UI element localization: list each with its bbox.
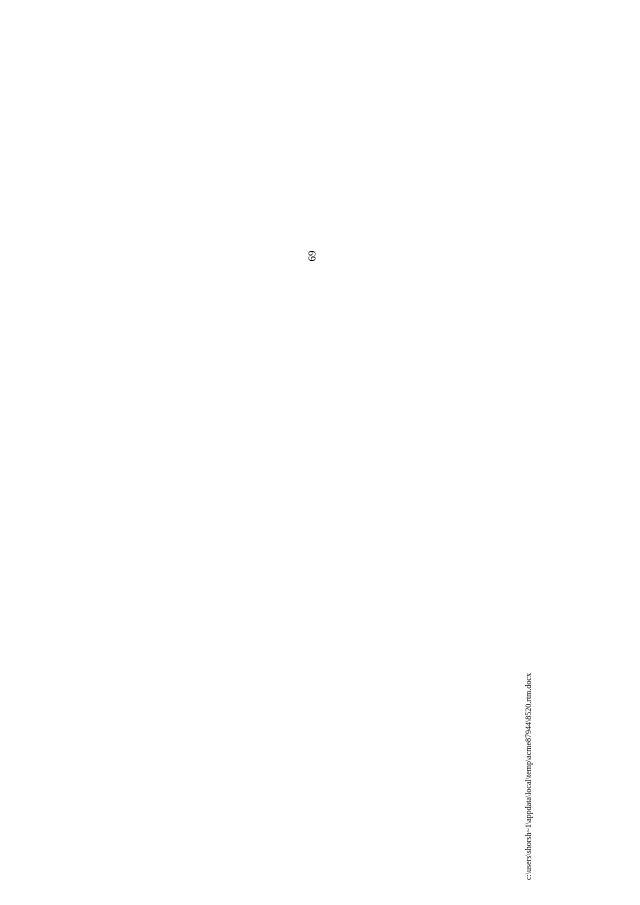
footer-path: c:\users\shorsh~1\appdata\local\temp\acme87944\8520.rtm.docx (524, 673, 533, 880)
page-number: 69 (306, 250, 319, 262)
program-table (77, 15, 583, 875)
rotated-table (77, 15, 583, 875)
